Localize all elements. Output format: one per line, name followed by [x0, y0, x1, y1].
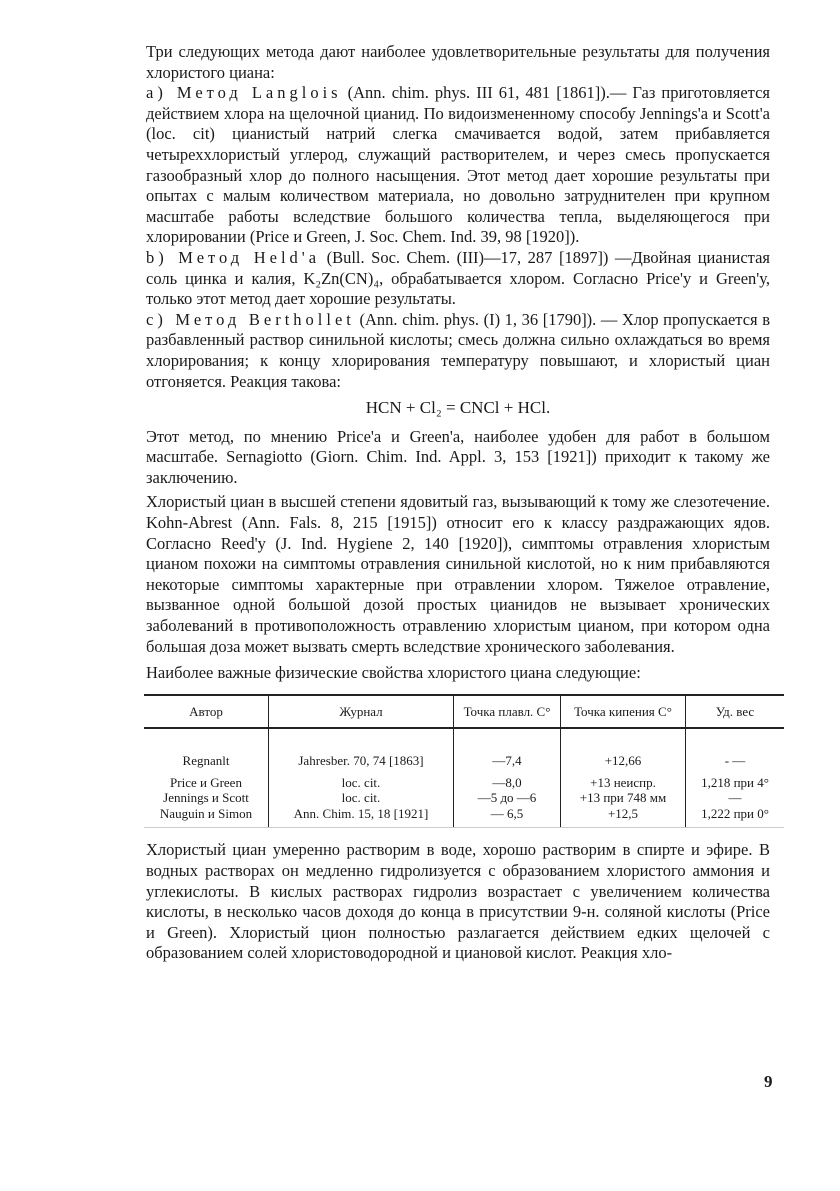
header-melting-point: Точка плавл. C°	[454, 695, 561, 729]
method-b-text: (Bull. Soc. Chem. (III)—17, 287 [1897]) —Двойная цианистая соль цинка и калия, K₂Zn(CN)₄, обрабатывается хлором. Согласно Price'у и Green'у, только этот метод дает хорошие результаты.	[146, 247, 770, 309]
method-a-text: (Ann. chim. phys. III 61, 481 [1861]).— Газ приготовляется действием хлора на щелочной цианид. По видоизмененному способу Jennings'а и Scott'а (loc. cit) цианистый натрий слегка смачивается водой, затем прибавляется четыреххлористый углерод, служащий растворителем, и через смесь пропускается газообразный хлор до полного насыщения. Этот метод дает хорошие результаты при опытах с малым количеством материала, но довольно затруднителен при крупном масштабе работы вследствие большого количества тепла, выделяющегося при хлорировании (Price и Green, J. Soc. Chem. Ind. 39, 98 [1920]).	[146, 83, 770, 247]
table-header-row	[144, 695, 784, 729]
intro-paragraph: Три следующих метода дают наиболее удовлетворительные результаты для получения хлористого циана:	[146, 42, 770, 82]
table-row	[144, 790, 784, 806]
toxicity-paragraph: Хлористый циан в высшей степени ядовитый газ, вызывающий к тому же слезотечение. Kohn-Abrest (Ann. Fals. 8, 215 [1915]) относит его к классу раздражающих ядов. Согласно Reed'у (J. Ind. Hygiene 2, 140 [1920]), симптомы отравления хлористым цианом похожи на симптомы отравления синильной кислотой, но к ним прибавляются некоторые симптомы характерные при отравлении хлором. Тяжелое отравление, вызванное одной большой дозой простых цианидов не вызывает хронических заболеваний в противоположность отравлению хлористым цианом, при котором одна большая доза может вызвать смерть вследствие хронического заболевания.	[146, 492, 770, 656]
table-row	[144, 806, 784, 828]
cell-boiling: +12,66	[561, 728, 686, 769]
cell-boiling: +13 при 748 мм	[561, 790, 686, 806]
cell-author: Nauguin и Simon	[144, 806, 269, 828]
cell-gravity: —	[686, 790, 785, 806]
properties-table	[144, 694, 784, 829]
cell-journal: Ann. Chim. 15, 18 [1921]	[269, 806, 454, 828]
method-c-label: с) Метод Berthollet	[146, 309, 355, 329]
method-c-text: (Ann. chim. phys. (I) 1, 36 [1790]). — Хлор пропускается в разбавленный раствор синильной кислоты; смесь должна сильно охлаждаться во время хлорирования; к концу хлорирования температуру повышают, и хлористый циан отгоняется. Реакция такова:	[146, 309, 770, 391]
after-formula-paragraph: Этот метод, по мнению Price'а и Green'а, наиболее удобен для работ в большом масштабе. Sernagiotto (Giorn. Chim. Ind. Appl. 3, 153 [1921]) приходит к такому же заключению.	[146, 426, 770, 487]
cell-gravity: 1,222 при 0°	[686, 806, 785, 828]
page-number: 9	[764, 1072, 773, 1091]
table-row	[144, 769, 784, 791]
cell-boiling: +12,5	[561, 806, 686, 828]
cell-melting: — 6,5	[454, 806, 561, 828]
cell-gravity: - —	[686, 728, 785, 769]
cell-boiling: +13 неиспр.	[561, 769, 686, 791]
cell-melting: —5 до —6	[454, 790, 561, 806]
header-specific-gravity: Уд. вес	[686, 695, 785, 729]
properties-intro: Наиболее важные физические свойства хлористого циана следующие:	[146, 663, 641, 683]
method-b-label: b) Метод Held'a	[146, 247, 321, 267]
cell-melting: —7,4	[454, 728, 561, 769]
header-journal: Журнал	[269, 695, 454, 729]
header-boiling-point: Точка кипения C°	[561, 695, 686, 729]
method-b-paragraph	[146, 248, 770, 310]
header-author: Автор	[144, 695, 269, 729]
cell-journal: loc. cit.	[269, 790, 454, 806]
cell-author: Jennings и Scott	[163, 790, 249, 806]
cell-gravity: 1,218 при 4°	[686, 769, 785, 791]
method-a-label: а) Метод Langlois	[146, 83, 342, 103]
page-body	[146, 42, 770, 964]
solubility-paragraph: Хлористый циан умеренно растворим в воде, хорошо растворим в спирте и эфире. В водных растворах он медленно гидролизуется с образованием хлористого аммония и углекислоты. В кислых растворах гидролиз возрастает с увеличением количества кислоты, в несколько часов доходя до конца в присутствии 9-н. соляной кислоты (Price и Green). Хлористый цион полностью разлагается действием едких щелочей с образованием солей хлористоводородной и циановой кислот. Реакция хло-	[146, 840, 770, 963]
cell-melting: —8,0	[454, 769, 561, 791]
table-row	[144, 728, 784, 769]
method-a-paragraph	[146, 83, 770, 248]
cell-journal: Jahresber. 70, 74 [1863]	[269, 728, 454, 769]
cell-journal: loc. cit.	[269, 769, 454, 791]
cell-author: Regnanlt	[182, 753, 230, 769]
cell-author: Price и Green	[170, 774, 242, 790]
method-c-paragraph	[146, 310, 770, 392]
reaction-formula: HCN + Cl₂ = CNCl + HCl.	[365, 398, 551, 418]
